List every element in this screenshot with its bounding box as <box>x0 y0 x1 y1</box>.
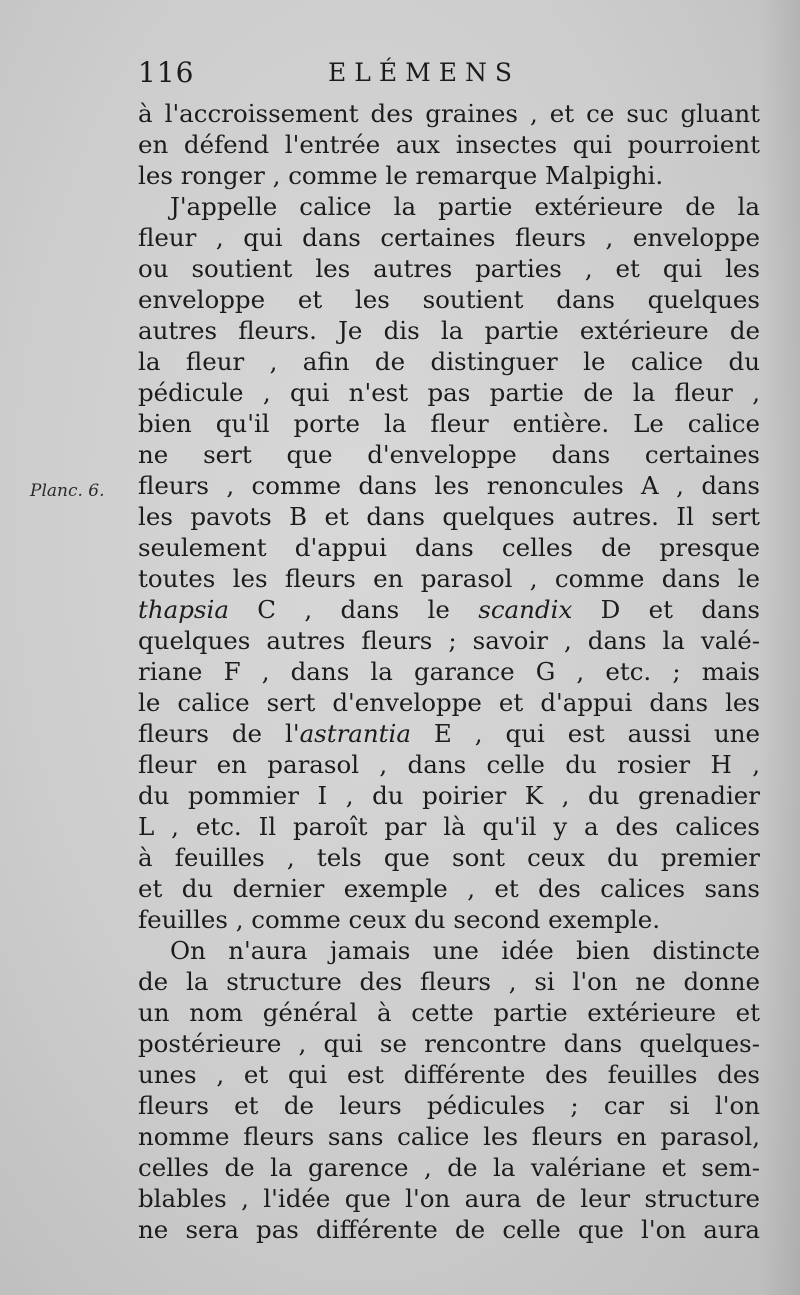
running-head: ELÉMENS <box>328 58 520 87</box>
text-line: ne sera pas différente de celle que l'on aura <box>138 1215 760 1244</box>
body-text <box>138 98 760 1245</box>
text-line: postérieure , qui se rencontre dans quelques- <box>138 1029 760 1058</box>
text-line: quelques autres fleurs ; savoir , dans la valé- <box>138 626 760 655</box>
text-span: D et dans <box>572 595 760 624</box>
page-edge-shadow <box>760 0 800 1295</box>
text-line: fleur , qui dans certaines fleurs , enveloppe <box>138 223 760 252</box>
text-line: ne sert que d'enveloppe dans certaines <box>138 440 760 469</box>
text-line: fleurs et de leurs pédicules ; car si l'on <box>138 1091 760 1120</box>
page-number: 116 <box>138 56 195 89</box>
text-line: autres fleurs. Je dis la partie extérieure de <box>138 316 760 345</box>
text-line: unes , et qui est différente des feuilles des <box>138 1060 760 1089</box>
text-line: riane F , dans la garance G , etc. ; mais <box>138 657 760 686</box>
text-line <box>138 563 760 594</box>
text-line: fleurs , comme dans les renoncules A , dans <box>138 471 760 500</box>
text-line: On n'aura jamais une idée bien distincte <box>170 936 760 965</box>
text-line: un nom général à cette partie extérieure et <box>138 998 760 1027</box>
text-line: et du dernier exemple , et des calices sans <box>138 874 760 903</box>
text-line: pédicule , qui n'est pas partie de la fleur , <box>138 378 760 407</box>
text-span: C , dans le <box>228 595 479 624</box>
text-line: du pommier I , du poirier K , du grenadier <box>138 781 760 810</box>
text-line: feuilles , comme ceux du second exemple. <box>138 905 661 934</box>
text-line: bien qu'il porte la fleur entière. Le calice <box>138 409 760 438</box>
text-line: la fleur , afin de distinguer le calice du <box>138 347 760 376</box>
text-line: le calice sert d'enveloppe et d'appui dans les <box>138 688 760 717</box>
text-line: fleur en parasol , dans celle du rosier H , <box>138 750 760 779</box>
text-line: de la structure des fleurs , si l'on ne donne <box>138 967 760 996</box>
text-line: à l'accroissement des graines , et ce suc gluant <box>138 99 760 128</box>
text-line: à feuilles , tels que sont ceux du premier <box>138 843 760 872</box>
text-line <box>138 594 760 625</box>
text-span: fleurs de l' <box>138 719 300 748</box>
text-line: les ronger , comme le remarque Malpighi. <box>138 161 664 190</box>
text-span: E , qui est aussi une <box>410 719 760 748</box>
text-line: L , etc. Il paroît par là qu'il y a des calices <box>138 812 760 841</box>
page-header <box>138 56 578 96</box>
text-line: celles de la garence , de la valériane et sem- <box>138 1153 760 1182</box>
text-line: nomme fleurs sans calice les fleurs en parasol, <box>138 1122 760 1151</box>
italic-term: thapsia <box>138 595 229 624</box>
italic-term: scandix <box>478 595 573 624</box>
text-line: J'appelle calice la partie extérieure de la <box>170 192 760 221</box>
margin-note: Planc. 6. <box>30 481 105 501</box>
text-span: toutes les fleurs en parasol , comme dans le <box>138 564 760 593</box>
text-line: ou soutient les autres parties , et qui les <box>138 254 760 283</box>
italic-term: astrantia <box>299 719 411 748</box>
text-line: seulement d'appui dans celles de presque <box>138 533 760 562</box>
text-line: en défend l'entrée aux insectes qui pourroient <box>138 130 760 159</box>
text-line <box>138 718 760 749</box>
text-line: blables , l'idée que l'on aura de leur structure <box>138 1184 760 1213</box>
text-line: enveloppe et les soutient dans quelques <box>138 285 760 314</box>
text-line: les pavots B et dans quelques autres. Il sert <box>138 502 760 531</box>
